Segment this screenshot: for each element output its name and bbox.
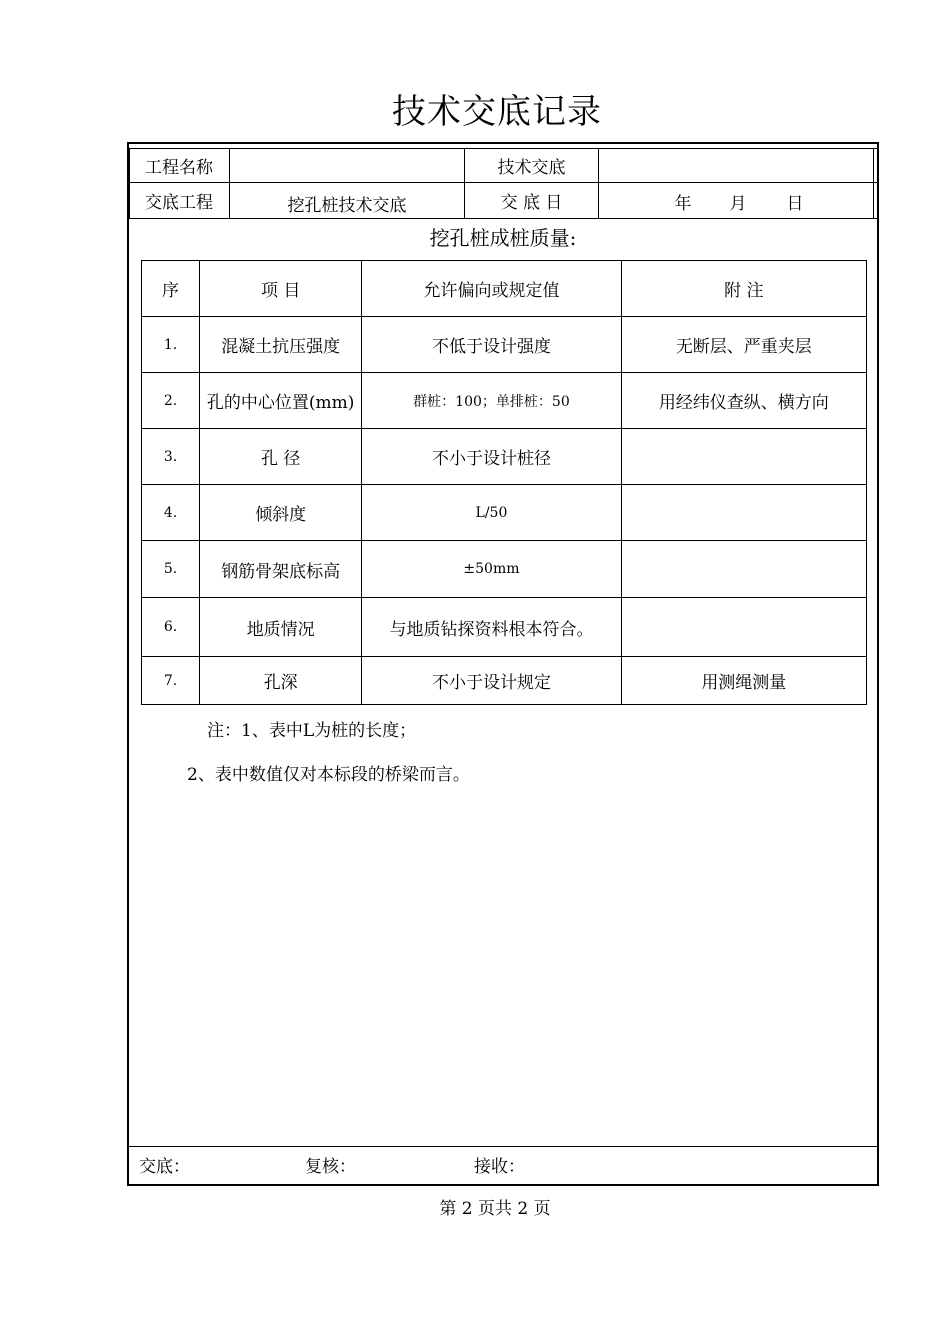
row-value: 与地质钻探资料根本符合。 bbox=[362, 598, 621, 657]
note-line-2: 2、表中数值仅对本标段的桥梁而言。 bbox=[187, 765, 470, 785]
table-row bbox=[142, 541, 867, 598]
note-line-1: 注：1、表中L为桩的长度； bbox=[207, 721, 417, 741]
row-no: 3. bbox=[142, 429, 200, 485]
subject-label: 交底工程 bbox=[145, 193, 213, 213]
table-header-row bbox=[142, 261, 867, 317]
row-value: 不低于设计强度 bbox=[362, 317, 621, 373]
row-item: 倾斜度 bbox=[200, 485, 362, 541]
row-value: ±50mm bbox=[362, 541, 621, 598]
row-value: L/50 bbox=[362, 485, 621, 541]
row-item: 孔 径 bbox=[200, 429, 362, 485]
project-name-label: 工程名称 bbox=[145, 157, 213, 178]
subject-value: 挖孔桩技术交底 bbox=[287, 196, 407, 216]
row-no: 6. bbox=[142, 598, 200, 657]
table-row bbox=[142, 657, 867, 705]
review-label: 复核： bbox=[305, 1157, 356, 1177]
row-item: 孔深 bbox=[200, 657, 362, 705]
header-no: 序 bbox=[142, 261, 200, 317]
row-item: 钢筋骨架底标高 bbox=[200, 541, 362, 598]
header-item: 项 目 bbox=[200, 261, 362, 317]
table-row bbox=[142, 429, 867, 485]
date-year: 年 bbox=[674, 194, 692, 214]
section-title: 挖孔桩成桩质量: bbox=[429, 226, 577, 250]
page-number: 第 2 页共 2 页 bbox=[439, 1199, 551, 1219]
receive-label: 接收： bbox=[474, 1157, 525, 1177]
row-note bbox=[621, 598, 866, 657]
table-row bbox=[142, 373, 867, 429]
row-note bbox=[621, 485, 866, 541]
row-value: 不小于设计规定 bbox=[362, 657, 621, 705]
row-no: 2. bbox=[142, 373, 200, 429]
row-item: 地质情况 bbox=[200, 598, 362, 657]
tech-value bbox=[599, 148, 873, 182]
row-note: 用测绳测量 bbox=[621, 657, 866, 705]
table-row bbox=[142, 485, 867, 541]
tech-label: 技术交底 bbox=[497, 157, 566, 178]
row-value: 群桩：100；单排桩：50 bbox=[362, 373, 621, 429]
row-note bbox=[621, 429, 866, 485]
project-name-value bbox=[230, 148, 464, 182]
row-no: 1. bbox=[142, 317, 200, 373]
row-no: 7. bbox=[142, 657, 200, 705]
date-month: 月 bbox=[729, 194, 747, 214]
footer-divider bbox=[129, 1146, 877, 1147]
row-no: 4. bbox=[142, 485, 200, 541]
header-vline-right bbox=[873, 148, 874, 218]
quality-table bbox=[141, 260, 867, 705]
table-row bbox=[142, 598, 867, 657]
header-note: 附 注 bbox=[621, 261, 866, 317]
row-no: 5. bbox=[142, 541, 200, 598]
row-note bbox=[621, 541, 866, 598]
record-form bbox=[127, 142, 879, 1186]
row-note: 无断层、严重夹层 bbox=[621, 317, 866, 373]
row-item: 混凝土抗压强度 bbox=[200, 317, 362, 373]
row-value: 不小于设计桩径 bbox=[362, 429, 621, 485]
date-day: 日 bbox=[786, 194, 804, 214]
table-row bbox=[142, 317, 867, 373]
date-label: 交 底 日 bbox=[500, 193, 563, 213]
handover-label: 交底： bbox=[139, 1157, 190, 1177]
document-title: 技术交底记录 bbox=[392, 92, 602, 132]
header-value: 允许偏向或规定值 bbox=[362, 261, 621, 317]
row-note: 用经纬仪查纵、横方向 bbox=[621, 373, 866, 429]
row-item: 孔的中心位置(mm) bbox=[200, 373, 362, 429]
